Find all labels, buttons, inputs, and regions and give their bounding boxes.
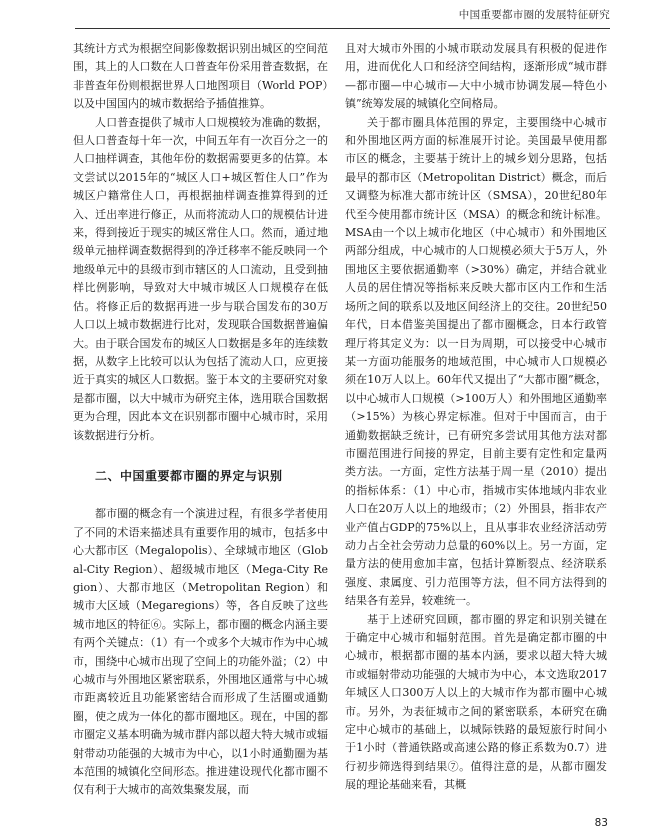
paragraph: 基于上述研究回顾，都市圈的界定和识别关键在于确定中心城市和辐射范围。首先是确定都市圈的中心城市，根据都市圈的基本内涵，要求以超大特大城市或辐射带动功能强的大城市为中心，本文选取2017年城区人口300万人以上的大城市作为都市圈中心城市。另外，为表征城市之间的紧密联系，本研究在确定中心城市的基础上，以城际铁路的最短旅行时间小于1小时（普通铁路或高速公路的修正系数为0.7）进行初步筛选得到结果⑦。值得注意的是，从都市圈发展的理论基础来看，其概 xyxy=(345,612,607,792)
header-rule xyxy=(75,28,610,29)
page-number: 83 xyxy=(594,817,608,829)
left-column xyxy=(73,40,328,800)
section-heading: 二、中国重要都市圈的界定与识别 xyxy=(95,468,283,483)
running-header-title: 中国重要都市圈的发展特征研究 xyxy=(458,9,610,21)
paragraph: 且对大城市外围的小城市联动发展具有积极的促进作用，进而优化人口和经济空间结构，逐渐形成“城市群—都市圈—中心城市—大中小城市协调发展—特色小镇”统筹发展的城镇化空间格局。 xyxy=(345,42,607,111)
paragraph: 关于都市圈具体范围的界定，主要围绕中心城市和外围地区两方面的标准展开讨论。美国最早使用都市区的概念，主要基于统计上的城乡划分思路，包括最早的都市区（Metropolitan District）概念，而后又调整为标准大都市统计区（SMSA），20世纪80年代至今使用都市统计区（MSA）的概念和统计标准。MSA由一个以上城市化地区（中心城市）和外围地区两部分组成，中心城市的人口规模必须大于5万人，外围地区主要依据通勤率（>30%）确定，并结合就业人员的居住情况等指标来反映大都市区内工作和生活场所之间的联系以及地区间经济上的交往。20世纪50年代，日本借鉴美国提出了都市圈概念，日本行政管理厅将其定义为：以一日为周期，可以接受中心城市某一方面功能服务的地域范围，中心城市人口规模必须在10万人以上。60年代又提出了“大都市圈”概念，以中心城市人口规模（>100万人）和外围地区通勤率（>15%）为核心界定标准。但对于中国而言，由于通勤数据缺乏统计，已有研究多尝试用其他方法对都市圈范围进行间接的界定，目前主要有定性和定量两类方法。一方面，定性方法基于周一星（2010）提出的指标体系：（1）中心市，指城市实体地域内非农业人口在20万人以上的地级市；（2）外围县，指非农产业产值占GDP的75%以上，且从事非农业经济活动劳动力占全社会劳动力总量的60%以上。另一方面，定量方法的使用愈加丰富，包括计算断裂点、经济联系强度、隶属度、引力范围等方法，但不同方法得到的结果各有差异，较难统一。 xyxy=(345,115,607,608)
paragraph: 都市圈的概念有一个演进过程，有很多学者使用了不同的术语来描述具有重要作用的城市，包括多中心大都市区（Megalopolis）、全球城市地区（Global-City Region）、超级城市地区（Mega-City Region）、大都市地区（Metropolitan Region）和城市大区域（Megaregions）等，各自反映了这些城市地区的特征⑥。实际上，都市圈的概念内涵主要有两个关键点：（1）有一个或多个大城市作为中心城市，围绕中心城市出现了空间上的功能外溢；（2）中心城市与外围地区紧密联系，外围地区通常与中心城市距离较近且功能紧密结合而形成了生活圈或通勤圈，使之成为一体化的都市圈地区。现在，中国的都市圈定义基本明确为城市群内部以超大特大城市或辐射带动功能强的大城市为中心，以1小时通勤圈为基本范围的城镇化空间形态。推进建设现代化都市圈不仅有利于大城市的高效集聚发展，而 xyxy=(73,507,328,797)
paragraph: 其统计方式为根据空间影像数据识别出城区的空间范围，其上的人口数在人口普查年份采用普查数据，在非普查年份则根据世界人口地图项目（World POP）以及中国国内的城市数据给予插值推算。 xyxy=(73,42,328,111)
paragraph: 人口普查提供了城市人口规模较为准确的数据，但人口普查每十年一次，中间五年有一次百分之一的人口抽样调查，其他年份的数据需要更多的估算。本文尝试以2015年的“城区人口+城区暂住人口”作为城区户籍常住人口，再根据抽样调查推算得到的迁入、迁出率进行修正，从而将流动人口的规模估计进来，得到接近于现实的城区常住人口。然而，通过地级单元抽样调查数据得到的净迁移率不能反映同一个地级单元中的县级市到市辖区的人口流动，且受到抽样比例影响，导致对大中城市城区人口规模存在低估。将修正后的数据再进一步与联合国发布的30万人口以上城市数据进行比对，发现联合国数据普遍偏大。由于联合国发布的城区人口数据是多年的连续数据，从数字上比较可以认为包括了流动人口，应更接近于真实的城区人口数据。鉴于本文的主要研究对象是都市圈，以大中城市为研究主体，选用联合国数据更为合理，因此本文在识别都市圈中心城市时，采用该数据进行分析。 xyxy=(73,115,328,442)
right-column xyxy=(345,40,607,795)
